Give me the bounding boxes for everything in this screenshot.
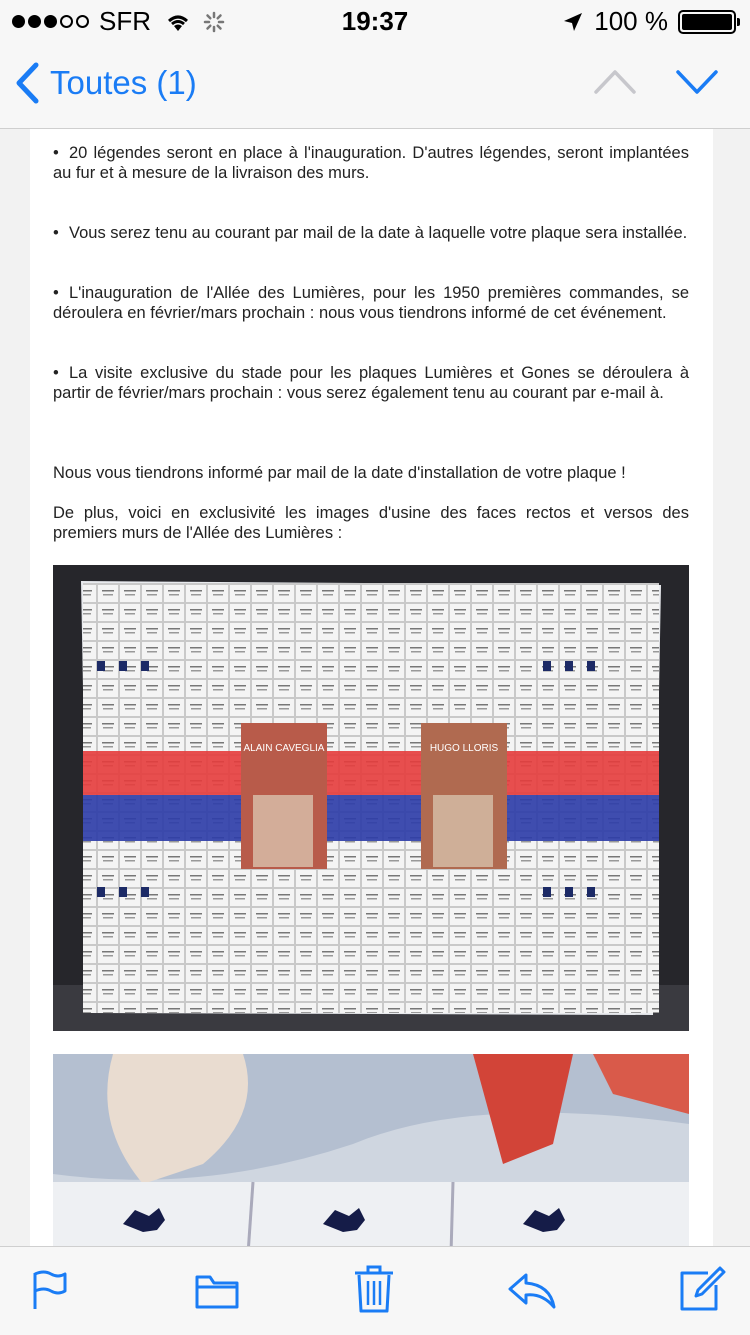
bottom-toolbar bbox=[0, 1246, 750, 1335]
wall-illustration bbox=[53, 565, 689, 1031]
trash-icon[interactable] bbox=[353, 1263, 395, 1315]
paragraph-3: • L'inauguration de l'Allée des Lumières, pour les 1950 premières commandes, se déroulera en février/mars prochain : nous vous tiendrons informé de cet événement. bbox=[53, 283, 689, 323]
wall-photo-closeup[interactable] bbox=[53, 1054, 689, 1246]
closing-line-1: Nous vous tiendrons informé par mail de la date d'installation de votre plaque ! bbox=[53, 464, 626, 482]
location-arrow-icon bbox=[562, 11, 584, 33]
status-bar bbox=[0, 0, 750, 40]
chevron-down-icon[interactable] bbox=[674, 62, 720, 102]
reply-icon[interactable] bbox=[506, 1269, 558, 1313]
closeup-illustration bbox=[53, 1054, 689, 1246]
back-button-label: Toutes (1) bbox=[50, 64, 197, 101]
battery-icon bbox=[678, 10, 736, 34]
compose-icon[interactable] bbox=[678, 1265, 726, 1313]
closing-line-2: De plus, voici en exclusivité les images d'usine des faces rectos et versos des premiers murs de l'Allée des Lumières : bbox=[53, 504, 689, 542]
folder-icon[interactable] bbox=[194, 1269, 240, 1313]
chevron-up-icon[interactable] bbox=[592, 62, 638, 102]
carrier-label: SFR bbox=[99, 6, 151, 36]
plaque-name-left: ALAIN CAVEGLIA bbox=[243, 743, 325, 754]
status-time: 19:37 bbox=[341, 6, 409, 36]
flag-icon[interactable] bbox=[30, 1269, 70, 1313]
wall-photo-front[interactable] bbox=[53, 565, 689, 1031]
message-body bbox=[30, 129, 713, 1246]
paragraph-2: • Vous serez tenu au courant par mail de la date à laquelle votre plaque sera installée. bbox=[53, 223, 689, 243]
chevron-left-icon bbox=[14, 62, 40, 104]
plaque-name-right: HUGO LLORIS bbox=[429, 743, 499, 754]
battery-percentage: 100 % bbox=[594, 6, 668, 36]
paragraph-4: • La visite exclusive du stade pour les plaques Lumières et Gones se déroulera à partir de février/mars prochain : vous serez également tenu au courant par e-mail à. bbox=[53, 363, 689, 403]
back-button[interactable] bbox=[14, 62, 197, 104]
navigation-bar bbox=[0, 40, 750, 129]
paragraph-1: • 20 légendes seront en place à l'inauguration. D'autres légendes, seront implantées au fur et à mesure de la livraison des murs. bbox=[53, 143, 689, 183]
